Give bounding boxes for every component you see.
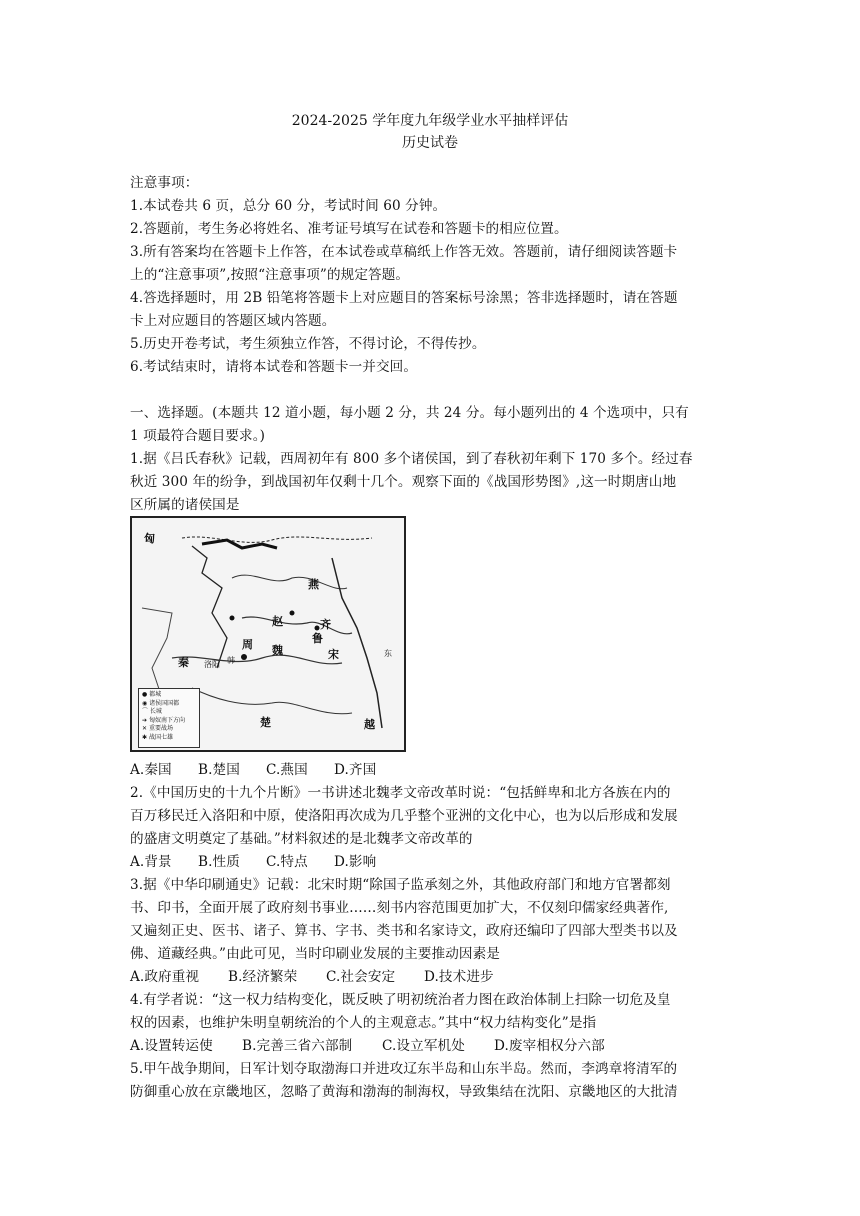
- legend-item: ➔ 匈奴南下方向: [142, 716, 185, 724]
- option-b: B.性质: [198, 854, 240, 870]
- option-b: B.楚国: [198, 762, 240, 778]
- exam-title: 2024-2025 学年度九年级学业水平抽样评估: [291, 113, 569, 129]
- question-3-options: [130, 966, 740, 988]
- question-5-text: 防御重心放在京畿地区，忽略了黄海和渤海的制海权，导致集结在沈阳、京畿地区的大批清: [130, 1084, 678, 1100]
- map-label-luoyang: 洛阳: [204, 660, 220, 669]
- question-2-options: [130, 851, 740, 873]
- section-heading: 一、选择题。(本题共 12 道小题，每小题 2 分，共 24 分。每小题列出的 4 个选项中，只有: [130, 405, 689, 421]
- notice-heading: 注意事项：: [130, 175, 199, 191]
- notice-line: 6.考试结束时，请将本试卷和答题卡一并交回。: [130, 359, 418, 375]
- option-c: C.社会安定: [326, 969, 396, 985]
- map-label-chu: 楚: [260, 716, 271, 729]
- option-d: D.影响: [334, 854, 377, 870]
- notice-line: 4.答选择题时，用 2B 铅笔将答题卡上对应题目的答案标号涂黑；答非选择题时，请在答题: [130, 290, 678, 306]
- legend-item: ◉ 诸侯国国都: [142, 699, 180, 707]
- question-2-text: 的盛唐文明奠定了基础。”材料叙述的是北魏孝文帝改革的: [130, 831, 473, 847]
- map-legend: [138, 688, 200, 748]
- notice-line: 1.本试卷共 6 页，总分 60 分，考试时间 60 分钟。: [130, 198, 447, 214]
- map-label-qi: 齐: [320, 618, 331, 631]
- option-a: A.秦国: [130, 762, 172, 778]
- question-2-text: 百万移民迁入洛阳和中原，使洛阳再次成为几乎整个亚洲的文化中心，也为以后形成和发展: [130, 808, 678, 824]
- option-a: A.政府重视: [130, 969, 200, 985]
- map-label-xiongnu: 匈: [144, 532, 155, 545]
- question-3-text: 又遍刻正史、医书、诸子、算书、字书、类书和名家诗文，政府还编印了四部大型类书以及: [130, 923, 678, 939]
- map-label-zhou: 周: [242, 638, 253, 651]
- option-c: C.燕国: [266, 762, 308, 778]
- option-a: A.设置转运使: [130, 1038, 213, 1054]
- option-c: C.特点: [266, 854, 308, 870]
- map-label-wei: 魏: [272, 644, 283, 657]
- question-3-text: 书、印书，全面开展了政府刻书事业……刻书内容范围更加扩大，不仅刻印儒家经典著作,: [130, 900, 669, 916]
- legend-item: ✱ 战国七雄: [142, 733, 173, 741]
- question-4-text: 4.有学者说：“这一权力结构变化，既反映了明初统治者力图在政治体制上扫除一切危及皇: [130, 992, 671, 1008]
- map-label-yan: 燕: [308, 578, 319, 591]
- question-1-options: [130, 759, 740, 781]
- option-c: C.设立军机处: [382, 1038, 465, 1054]
- notice-line: 5.历史开卷考试，考生须独立作答，不得讨论，不得传抄。: [130, 336, 486, 352]
- question-1-text: 秋近 300 年的纷争，到战国初年仅剩十几个。观察下面的《战国形势图》,这一时期唐山地: [130, 474, 677, 490]
- legend-item: ⌒ 长城: [142, 708, 162, 715]
- notice-line: 卡上对应题目的答题区域内答题。: [130, 313, 336, 329]
- option-d: D.废宰相权分六部: [494, 1038, 605, 1054]
- question-1-text: 区所属的诸侯国是: [130, 497, 240, 513]
- question-5-text: 5.甲午战争期间，日军计划夺取渤海口并进攻辽东半岛和山东半岛。然而，李鸿章将清军的: [130, 1061, 678, 1077]
- option-b: B.经济繁荣: [228, 969, 298, 985]
- legend-item: ● 都城: [142, 691, 162, 698]
- section-heading: 1 项最符合题目要求。): [130, 428, 266, 444]
- map-label-qin: 秦: [178, 656, 189, 669]
- option-d: D.技术进步: [424, 969, 494, 985]
- map-label-lu: 鲁: [312, 632, 323, 645]
- option-a: A.背景: [130, 854, 172, 870]
- option-b: B.完善三省六部制: [242, 1038, 353, 1054]
- question-4-text: 权的因素，也维护朱明皇朝统治的个人的主观意志。”其中“权力结构变化”是指: [130, 1015, 597, 1031]
- question-3-text: 3.据《中华印刷通史》记载：北宋时期“除国子监承刻之外，其他政府部门和地方官署都刻: [130, 877, 671, 893]
- question-3-text: 佛、道藏经典。”由此可见，当时印刷业发展的主要推动因素是: [130, 946, 500, 962]
- map-label-song: 宋: [328, 648, 339, 661]
- exam-subtitle: 历史试卷: [402, 135, 458, 151]
- map-label-yue: 越: [364, 718, 375, 731]
- question-4-options: [130, 1035, 740, 1057]
- question-2-text: 2.《中国历史的十九个片断》一书讲述北魏孝文帝改革时说：“包括鲜卑和北方各族在内的: [130, 785, 671, 801]
- question-1-text: 1.据《吕氏春秋》记载，西周初年有 800 多个诸侯国，到了春秋初年剩下 170 多个。经过春: [130, 451, 693, 467]
- legend-item: ✕ 重要战场: [142, 725, 173, 732]
- option-d: D.齐国: [334, 762, 377, 778]
- notice-line: 3.所有答案均在答题卡上作答，在本试卷或草稿纸上作答无效。答题前，请仔细阅读答题卡: [130, 244, 678, 260]
- map-label-zhao: 赵: [272, 615, 283, 628]
- warring-states-map: [130, 516, 406, 752]
- map-label-dong: 东: [384, 649, 392, 658]
- notice-line: 上的“注意事项”,按照“注意事项”的规定答题。: [130, 267, 410, 283]
- map-label-han: 韩: [227, 656, 235, 665]
- notice-line: 2.答题前，考生务必将姓名、准考证号填写在试卷和答题卡的相应位置。: [130, 221, 568, 237]
